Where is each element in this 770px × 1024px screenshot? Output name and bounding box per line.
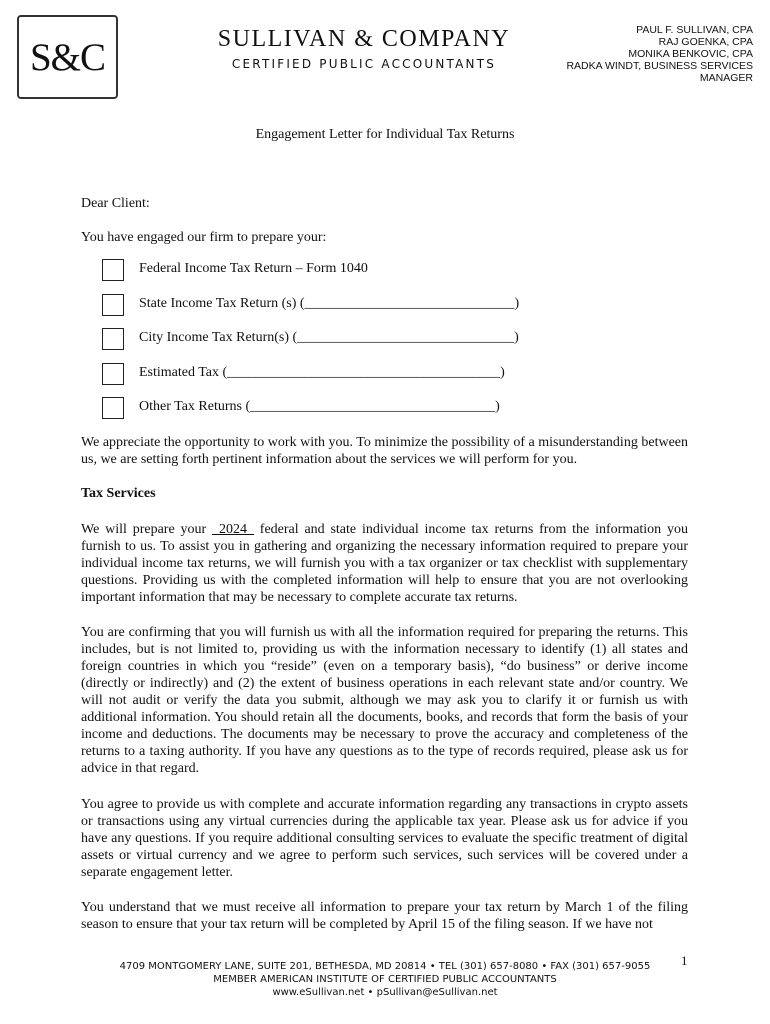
checkbox-label: State Income Tax Return (s) (______________________________) — [139, 296, 520, 311]
tax-services-heading: Tax Services — [81, 486, 156, 501]
firm-subtitle: CERTIFIED PUBLIC ACCOUNTANTS — [231, 57, 497, 71]
intro-line: You have engaged our firm to prepare your: — [81, 230, 327, 245]
checkbox-estimated[interactable] — [102, 363, 124, 385]
confirming-paragraph: You are confirming that you will furnish us with all the information required for preparing the returns. This includes, but is not limited to, providing us with the information necessary to identify (1) all states and foreign countries in which you “reside” (even on a temporary basis), “do business” or derive income (directly or indirectly) and (2) the extent of business operations in each relevant state and/or country. We will not audit or verify the data you submit, although we may ask you to clarify it or furnish us with additional information. You should retain all the documents, books, and records that form the basis of your income and deductions. The documents may be necessary to prove the accuracy and completeness of the returns to a taxing authority. If you have any questions as to the type of records required, please ask us for advice in that regard. — [81, 625, 688, 776]
checkbox-label: Other Tax Returns (___________________________________) — [139, 399, 500, 414]
crypto-paragraph: You agree to provide us with complete and accurate information regarding any transactions in crypto assets or transactions using any virtual currencies during the applicable tax year. Please ask us for advice if you have any questions. If you require additional consulting services to evaluate the specific treatment of digital assets or virtual currency and we agree to perform such services, such services will be covered under a separate engagement letter. — [81, 797, 688, 880]
tax-services-paragraph — [81, 521, 688, 606]
tax-services-suffix: federal and state individual income tax returns from the information you furnish to us. To assist you in gathering and organizing the necessary information required to prepare your individual income tax returns, we will furnish you with a tax organizer or tax checklist with supplementary questions. Providing us with the completed information will help to ensure that you are not overlooking important information that may be necessary to complete accurate tax returns. — [81, 522, 688, 605]
checkbox-label: City Income Tax Return(s) (_______________________________) — [139, 330, 519, 345]
firm-name: SULLIVAN & COMPANY — [217, 26, 511, 52]
partner-list — [566, 24, 753, 84]
partner-line: RADKA WINDT, BUSINESS SERVICES — [566, 60, 753, 72]
salutation: Dear Client: — [81, 196, 150, 211]
partner-line: MONIKA BENKOVIC, CPA — [628, 48, 753, 60]
checkbox-city[interactable] — [102, 328, 124, 350]
checkbox-label: Estimated Tax (_______________________________________) — [139, 365, 505, 380]
company-logo — [17, 15, 118, 99]
appreciation-paragraph: We appreciate the opportunity to work with you. To minimize the possibility of a misunderstanding between us, we are setting forth pertinent information about the services we will perform for you. — [81, 435, 688, 467]
partner-line: RAJ GOENKA, CPA — [658, 36, 753, 48]
partner-line: MANAGER — [699, 72, 753, 84]
footer — [0, 960, 770, 999]
page-number: 1 — [681, 953, 688, 968]
document-title: Engagement Letter for Individual Tax Returns — [255, 127, 515, 142]
checkbox-state[interactable] — [102, 294, 124, 316]
checkbox-label: Federal Income Tax Return – Form 1040 — [139, 261, 368, 276]
footer-membership: MEMBER AMERICAN INSTITUTE OF CERTIFIED PUBLIC ACCOUNTANTS — [213, 974, 557, 985]
deadline-paragraph: You understand that we must receive all information to prepare your tax return by March 1 of the filing season to ensure that your tax return will be completed by April 15 of the filing season. If we have not — [81, 900, 688, 932]
tax-year-field[interactable]: _2024_ — [211, 522, 254, 537]
partner-line: PAUL F. SULLIVAN, CPA — [636, 24, 753, 36]
tax-services-prefix: We will prepare your — [81, 522, 212, 537]
logo-text: S&C — [29, 35, 106, 79]
footer-address: 4709 MONTGOMERY LANE, SUITE 201, BETHESDA, MD 20814 • TEL (301) 657-8080 • FAX (301) 657-9055 — [119, 961, 651, 972]
checkbox-other[interactable] — [102, 397, 124, 419]
checkbox-federal[interactable] — [102, 259, 124, 281]
footer-web: www.eSullivan.net • pSullivan@eSullivan.net — [272, 987, 498, 998]
